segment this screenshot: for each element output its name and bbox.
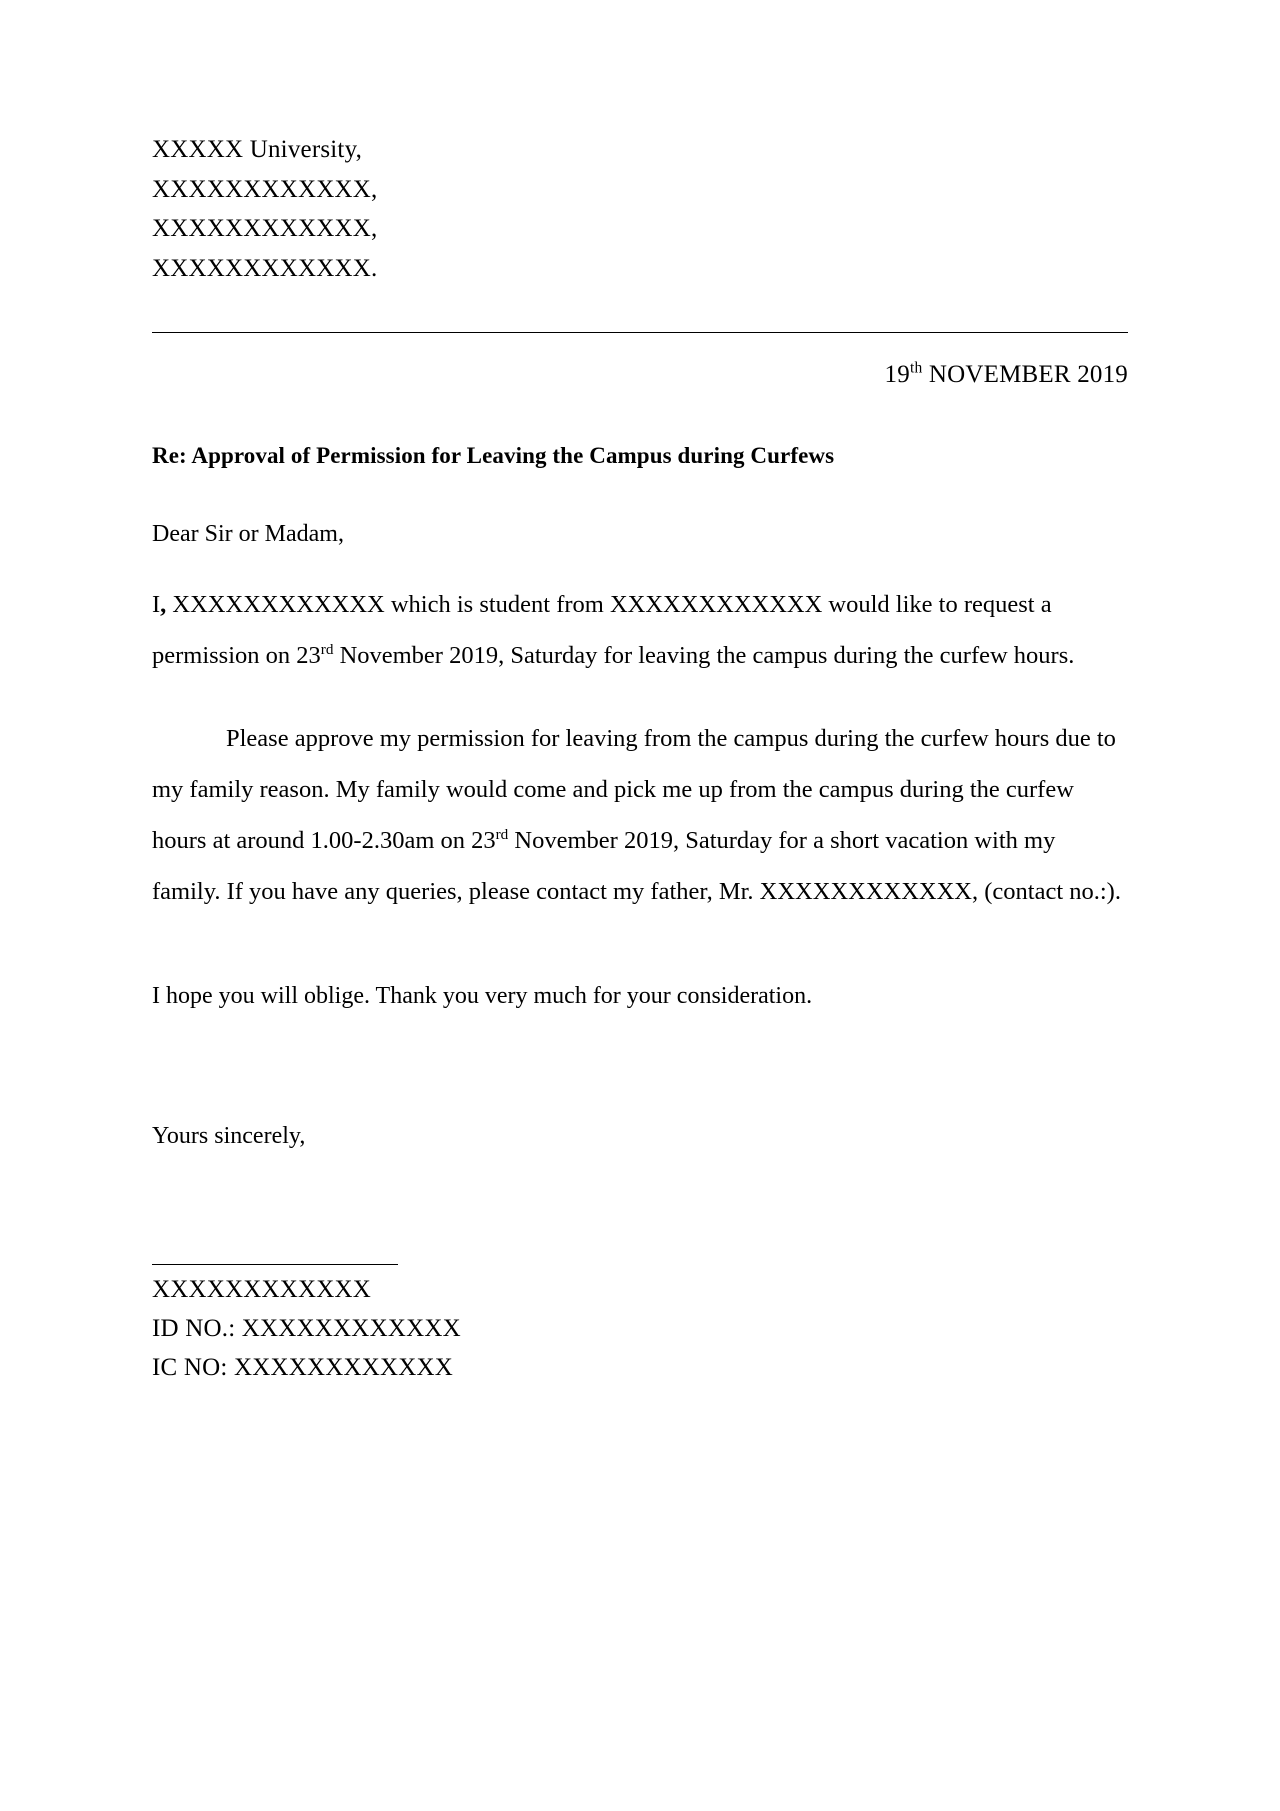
date-rest: NOVEMBER 2019	[922, 361, 1128, 388]
p1-ordinal-suffix: rd	[320, 640, 334, 658]
letterhead-line-4: XXXXXXXXXXXX.	[152, 254, 378, 282]
date-ordinal-suffix: th	[909, 359, 923, 377]
horizontal-divider	[152, 332, 1128, 333]
body-paragraph-3: I hope you will oblige. Thank you very much for your consideration.	[152, 982, 813, 1009]
p1-comma: ,	[160, 591, 167, 618]
date-day: 19	[884, 361, 910, 388]
p1-part-c: November 2019, Saturday for leaving the campus during the curfew hours.	[333, 641, 1075, 669]
signature-block	[152, 1250, 1128, 1387]
p1-part-b: XXXXXXXXXXXX which is student from XXXXXXXXXXXX would like to request a permission on 23	[152, 591, 1052, 669]
p2-ordinal-suffix: rd	[495, 825, 509, 843]
letterhead-line-1: XXXXX University,	[152, 136, 363, 163]
letterhead-line-2: XXXXXXXXXXXX,	[152, 175, 378, 203]
letterhead-address	[152, 130, 1128, 288]
salutation: Dear Sir or Madam,	[152, 521, 344, 547]
signature-id-no: ID NO.: XXXXXXXXXXXX	[152, 1315, 461, 1343]
subject-line: Re: Approval of Permission for Leaving the Campus during Curfews	[152, 443, 835, 468]
letterhead-line-3: XXXXXXXXXXXX,	[152, 215, 378, 242]
p1-part-a: I	[152, 591, 161, 618]
signature-ic-no: IC NO: XXXXXXXXXXXX	[152, 1353, 454, 1381]
signature-name: XXXXXXXXXXXX	[152, 1276, 372, 1304]
date-line	[152, 361, 1128, 389]
closing-line: Yours sincerely,	[152, 1123, 306, 1150]
body-paragraph-1	[152, 580, 1128, 682]
signature-line	[152, 1250, 398, 1265]
body-paragraph-2	[152, 714, 1128, 918]
p2-part-a: Please approve my permission for leaving from the campus during the curfew hours due to my family reason. My family would come and pick me up from the campus during the curfew hours at around 1.00-2.30am on 23	[152, 724, 1116, 854]
p2-part-b: November 2019, Saturday for a short vacation with my family. If you have any queries, please contact my father, Mr. XXXXXXXXXXXX, (contact no.:).	[152, 826, 1121, 905]
